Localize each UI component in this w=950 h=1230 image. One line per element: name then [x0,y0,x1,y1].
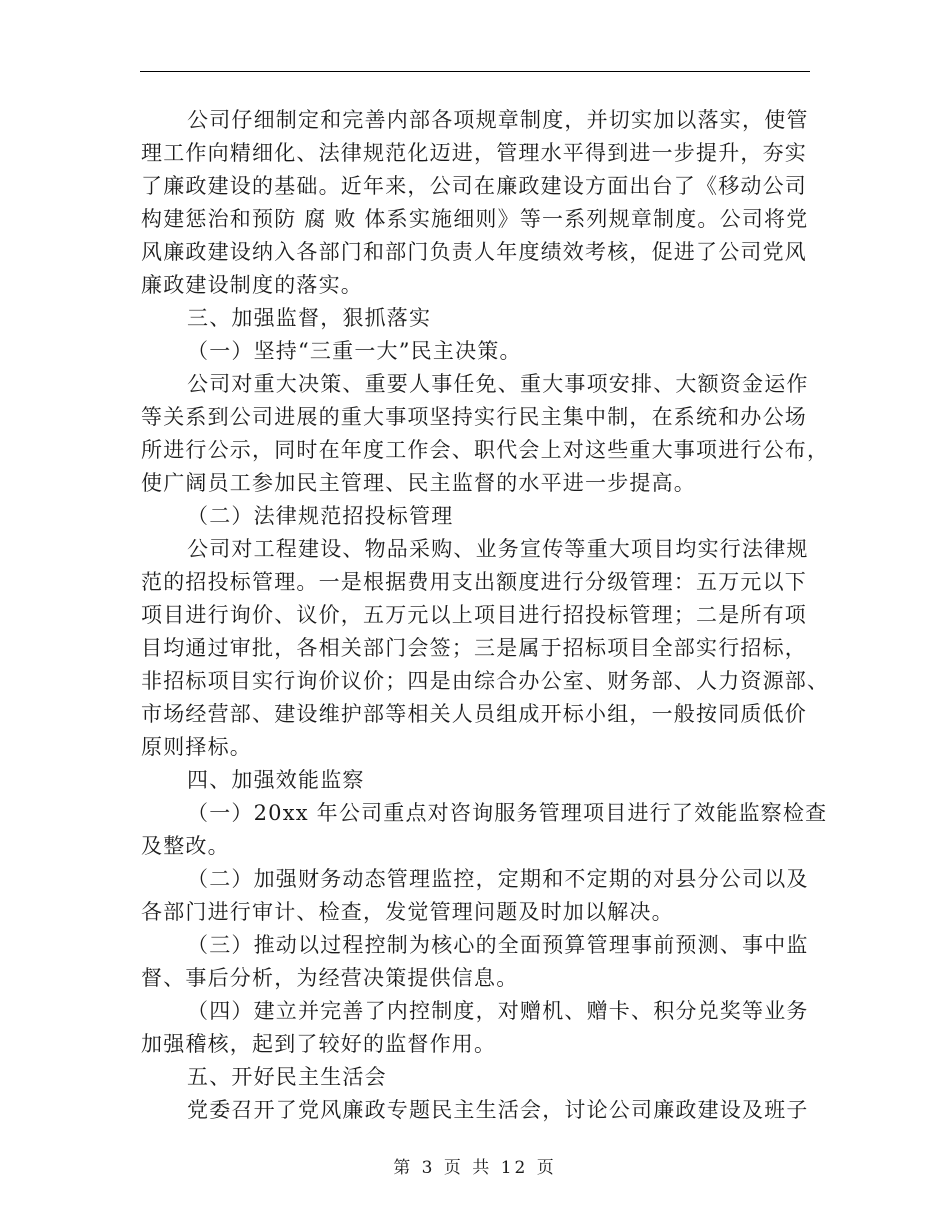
paragraph-line: 原则择标。 [141,735,252,759]
section-heading: 三、加强监督，狠抓落实 [187,306,432,330]
paragraph-line: （三）推动以过程控制为核心的全面预算管理事前预测、事中监 [187,933,809,957]
paragraph-line: 督、事后分析，为经营决策提供信息。 [141,966,519,990]
paragraph-line: 公司仔细制定和完善内部各项规章制度，并切实加以落实，使管 [187,108,809,132]
document-body [141,104,830,1127]
subsection-heading: （一）坚持“三重一大”民主决策。 [187,339,522,363]
page-number-footer: 第 3 页 共 12 页 [393,1158,557,1178]
paragraph-line: 廉政建设制度的落实。 [141,273,363,297]
paragraph-line: 公司对重大决策、重要人事任免、重大事项安排、大额资金运作 [187,372,809,396]
paragraph-line: 构建惩治和预防 腐 败 体系实施细则》等一系列规章制度。公司将党 [141,207,809,231]
paragraph-line: 使广阔员工参加民主管理、民主监督的水平进一步提高。 [141,471,696,495]
paragraph-line: 公司对工程建设、物品采购、业务宣传等重大项目均实行法律规 [187,537,809,561]
section-heading: 四、加强效能监察 [187,768,365,792]
paragraph-line: 风廉政建设纳入各部门和部门负责人年度绩效考核，促进了公司党风 [141,240,807,264]
paragraph-line: 所进行公示，同时在年度工作会、职代会上对这些重大事项进行公布， [141,438,830,462]
paragraph-line: 非招标项目实行询价议价；四是由综合办公室、财务部、人力资源部、 [141,669,830,693]
section-heading: 五、开好民主生活会 [187,1065,387,1089]
paragraph-line: 市场经营部、建设维护部等相关人员组成开标小组，一般按同质低价 [141,702,807,726]
paragraph-line: 项目进行询价、议价，五万元以上项目进行招投标管理；二是所有项 [141,603,807,627]
paragraph-line: （二）加强财务动态管理监控，定期和不定期的对县分公司以及 [187,867,809,891]
subsection-heading: （二）法律规范招投标管理 [187,504,454,528]
header-rule [140,71,810,72]
paragraph-line: （一）20xx 年公司重点对咨询服务管理项目进行了效能监察检查 [187,801,828,825]
paragraph-line: 目均通过审批，各相关部门会签；三是属于招标项目全部实行招标， [141,636,807,660]
paragraph-line: 党委召开了党风廉政专题民主生活会，讨论公司廉政建设及班子 [187,1098,809,1122]
paragraph-line: 了廉政建设的基础。近年来，公司在廉政建设方面出台了《移动公司 [141,174,807,198]
paragraph-line: 加强稽核，起到了较好的监督作用。 [141,1032,497,1056]
paragraph-line: 理工作向精细化、法律规范化迈进，管理水平得到进一步提升，夯实 [141,141,807,165]
paragraph-line: （四）建立并完善了内控制度，对赠机、赠卡、积分兑奖等业务 [187,999,809,1023]
paragraph-line: 各部门进行审计、检查，发觉管理问题及时加以解决。 [141,900,674,924]
paragraph-line: 范的招投标管理。一是根据费用支出额度进行分级管理：五万元以下 [141,570,807,594]
paragraph-line: 及整改。 [141,834,230,858]
paragraph-line: 等关系到公司进展的重大事项坚持实行民主集中制，在系统和办公场 [141,405,807,429]
